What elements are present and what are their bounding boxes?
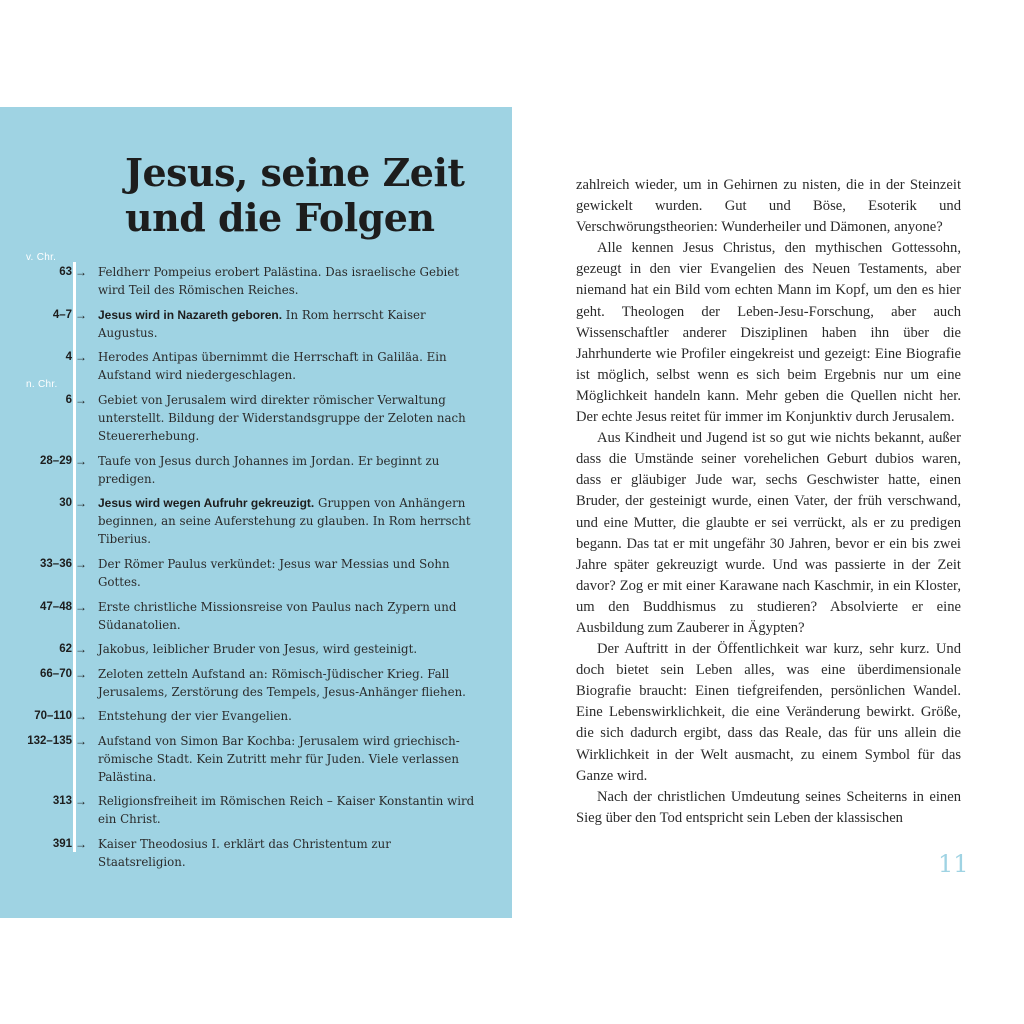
arrow-right-icon: →	[75, 557, 87, 571]
event-year: 63	[59, 266, 72, 278]
event-description	[98, 348, 478, 384]
event-description	[98, 835, 478, 871]
arrow-right-icon: →	[75, 709, 87, 723]
arrow-right-icon: →	[75, 308, 87, 322]
event-year: 47–48	[40, 601, 72, 613]
event-description	[98, 732, 478, 786]
paragraph-1: zahlreich wieder, um in Gehirnen zu nisten, die in der Steinzeit gewickelt wurden. Gut und Böse, Esoterik und Verschwörungstheorien: Wunderheiler und Dämonen, anyone?	[576, 177, 961, 236]
event-highlight: Jesus wird wegen Aufruhr gekreuzigt.	[98, 496, 315, 510]
event-description	[98, 555, 478, 591]
event-text: Herodes Antipas übernimmt die Herrschaft in Galiläa. Ein Aufstand wird niedergeschlagen.	[98, 350, 447, 382]
arrow-right-icon: →	[75, 642, 87, 656]
event-description	[98, 391, 478, 445]
event-text: Kaiser Theodosius I. erklärt das Christentum zur Staatsreligion.	[98, 837, 391, 869]
arrow-right-icon: →	[75, 600, 87, 614]
event-text: Entstehung der vier Evangelien.	[98, 709, 292, 723]
event-year: 30	[59, 497, 72, 509]
arrow-right-icon: →	[75, 794, 87, 808]
event-text: Gruppen von Anhängern beginnen, an seine Auferstehung zu glauben. In Rom herrscht Tiberius.	[98, 496, 471, 546]
arrow-right-icon: →	[75, 667, 87, 681]
event-year: 70–110	[34, 710, 72, 722]
arrow-right-icon: →	[75, 496, 87, 510]
paragraph-2: Alle kennen Jesus Christus, den mythischen Gottessohn, gezeugt in den vier Evangelien des Neuen Testaments, aber niemand hat ein Bild vom echten Mann im Kopf, um den es hier geht. Theologen der Leben-Jesu-Forschung, aber auch Wissenschaftler anderer Disziplinen haben ihn über die Jahrhunderte wie Profiler eingekreist und gezeigt: Eine Biografie ist möglich, selbst wenn es sich beim Ergebnis nur um eine Möglichkeit handeln kann. Mehr geben die Quellen nicht her. Der echte Jesus reitet für immer im Konjunktiv durch Jerusalem.	[576, 240, 961, 426]
arrow-right-icon: →	[75, 393, 87, 407]
title-line-1: Jesus, seine Zeit	[125, 150, 465, 195]
event-description	[98, 792, 478, 828]
event-year: 132–135	[27, 735, 72, 747]
event-year: 4–7	[52, 309, 72, 321]
event-text: Erste christliche Missionsreise von Paulus nach Zypern und Südanatolien.	[98, 600, 457, 632]
event-year: 4	[65, 351, 72, 363]
era-label-bc: v. Chr.	[26, 252, 57, 263]
event-year: 28–29	[40, 455, 72, 467]
event-year: 391	[52, 838, 72, 850]
event-description	[98, 263, 478, 299]
event-text: Aufstand von Simon Bar Kochba: Jerusalem wird griechisch-römische Stadt. Kein Zutritt mehr für Juden. Viele verlassen Palästina.	[98, 734, 460, 784]
event-year: 33–36	[40, 558, 72, 570]
event-text: In Rom herrscht Kaiser Augustus.	[98, 308, 426, 340]
event-text: Der Römer Paulus verkündet: Jesus war Messias und Sohn Gottes.	[98, 557, 450, 589]
event-text: Feldherr Pompeius erobert Palästina. Das israelische Gebiet wird Teil des Römischen Reiches.	[98, 265, 460, 297]
event-description	[98, 452, 478, 488]
paragraph-4: Der Auftritt in der Öffentlichkeit war kurz, sehr kurz. Und doch bietet sein Leben alles, was eine überdimensionale Biografie braucht: Einen tiefgreifenden, persönlichen Wandel. Eine Lebenswirklichkeit, die eine Veränderung bewirkt. Größe, die sich dadurch ergibt, dass das Reale, das für uns allein die Wirklichkeit in der Welt ausmacht, zu einem Symbol für das Ganze wird.	[576, 641, 961, 784]
event-year: 6	[65, 394, 72, 406]
arrow-right-icon: →	[75, 265, 87, 279]
event-text: Jakobus, leiblicher Bruder von Jesus, wird gesteinigt.	[98, 642, 418, 656]
event-text: Taufe von Jesus durch Johannes im Jordan. Er beginnt zu predigen.	[98, 454, 440, 486]
event-text: Gebiet von Jerusalem wird direkter römischer Verwaltung unterstellt. Bildung der Widerstandsgruppe der Zeloten nach Steuererhebung.	[98, 393, 466, 443]
event-year: 313	[52, 795, 72, 807]
paragraph-5: Nach der christlichen Umdeutung seines Scheiterns in einen Sieg über den Tod entspricht sein Leben der klassischen	[576, 788, 961, 826]
event-year: 66–70	[40, 668, 72, 680]
event-description	[98, 665, 478, 701]
arrow-right-icon: →	[75, 454, 87, 468]
event-highlight: Jesus wird in Nazareth geboren.	[98, 308, 283, 322]
timeline-title	[125, 150, 505, 240]
event-description	[98, 598, 478, 634]
era-label-ad: n. Chr.	[26, 379, 58, 390]
body-text	[576, 175, 961, 829]
event-text: Religionsfreiheit im Römischen Reich – Kaiser Konstantin wird ein Christ.	[98, 794, 475, 826]
page-number: 11	[938, 850, 969, 878]
event-description	[98, 306, 478, 342]
event-description	[98, 707, 478, 725]
title-line-2: und die Folgen	[125, 195, 435, 240]
arrow-right-icon: →	[75, 734, 87, 748]
event-year: 62	[59, 643, 72, 655]
paragraph-3: Aus Kindheit und Jugend ist so gut wie nichts bekannt, außer dass die Umstände seiner vorehelichen Geburt dubios waren, dass er gläubiger Jude war, sechs Geschwister hatte, einen Bruder, der gesteinigt wurde, einen Vater, der früh verschwand, und eine Mutter, die glaubte er sei verrückt, als er zu predigen begann. Das tat er mit ungefähr 30 Jahren, bevor er ein bis zwei Jahre später gekreuzigt wurde. Und was passierte in der Zeit davor? Zog er mit einer Karawane nach Kaschmir, in ein Kloster, um den Buddhismus zu studieren? Absolvierte er eine Ausbildung zum Zauberer in Ägypten?	[576, 430, 961, 636]
arrow-right-icon: →	[75, 350, 87, 364]
event-description	[98, 494, 478, 548]
event-description	[98, 640, 478, 658]
event-text: Zeloten zetteln Aufstand an: Römisch-Jüdischer Krieg. Fall Jerusalems, Zerstörung des Tempels, Jesus-Anhänger fliehen.	[98, 667, 466, 699]
arrow-right-icon: →	[75, 837, 87, 851]
